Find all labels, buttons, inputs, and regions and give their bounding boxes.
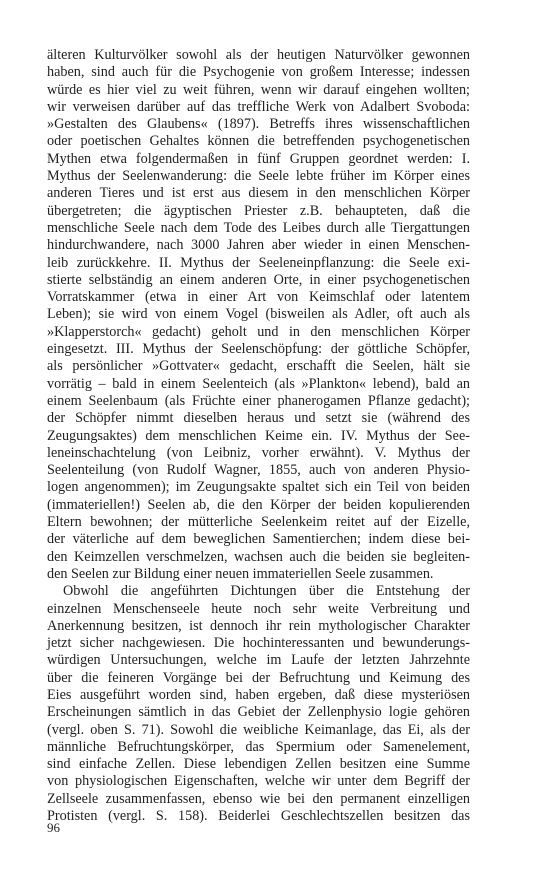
- text-line: oder poetischen Gehaltes können die betreffenden psychogenetischen: [47, 133, 470, 150]
- text-line: Erscheinungen sämtlich in das Gebiet der Zellenphysio logie gehören: [47, 704, 470, 721]
- text-line: männliche Befruchtungskörper, das Spermium oder Samenelement,: [47, 738, 470, 755]
- text-line: der väterliche auf dem beweglichen Samentierchen; indem diese bei-: [47, 531, 470, 548]
- text-line: der Schöpfer nimmt dieselben heraus und setzt sie (während des: [47, 410, 470, 427]
- text-line: übergetreten; die ägyptischen Priester z.B. behaupteten, daß die: [47, 202, 470, 219]
- text-line: »Klapperstorch« gedacht) geholt und in den menschlichen Körper: [47, 323, 470, 340]
- text-line: (vergl. oben S. 71). Sowohl die weibliche Keimanlage, das Ei, als der: [47, 721, 470, 738]
- text-line: über die feineren Vorgänge bei der Befruchtung und Keimung des: [47, 669, 470, 686]
- text-line: den Seelen zur Bildung einer neuen immateriellen Seele zusammen.: [47, 565, 434, 582]
- text-line: vorrätig – bald in einem Seelenteich (als »Plankton« lebend), bald an: [47, 375, 470, 392]
- text-line: leib zurückkehre. II. Mythus der Seeleneinpflanzung: die Seele exi-: [47, 254, 470, 271]
- text-line: wir verweisen darüber auf das treffliche Werk von Adalbert Svoboda:: [47, 98, 470, 115]
- text-line: sind einfache Zellen. Diese lebendigen Zellen besitzen eine Summe: [47, 756, 470, 773]
- text-line: hindurchwandere, nach 3000 Jahren aber wieder in einen Menschen-: [47, 237, 470, 254]
- text-line: Obwohl die angeführten Dichtungen über die Entstehung der: [63, 583, 470, 600]
- text-line: würde es hier viel zu weit führen, wenn wir darauf eingehen wollten;: [47, 81, 470, 98]
- text-line: stierte selbständig an einem anderen Orte, in einer psychogenetischen: [47, 271, 470, 288]
- text-line: einzelnen Menschenseele heute noch sehr weite Verbreitung und: [47, 600, 470, 617]
- text-line: Protisten (vergl. S. 158). Beiderlei Geschlechtszellen besitzen das: [47, 808, 470, 825]
- text-line: menschliche Seele nach dem Tode des Leibes durch alle Tiergattungen: [47, 219, 470, 236]
- text-line: leneinschachtelung (von Leibniz, vorher erwähnt). V. Mythus der: [47, 444, 470, 461]
- text-line: logen angenommen); im Zeugungsakte spaltet sich ein Teil von beiden: [47, 479, 470, 496]
- text-line: Mythen etwa folgendermaßen in fünf Gruppen geordnet werden: I.: [47, 150, 470, 167]
- text-line: Zeugungsaktes) dem menschlichen Keime ein. IV. Mythus der See-: [47, 427, 470, 444]
- text-line: Seelenteilung (von Rudolf Wagner, 1855, auch von anderen Physio-: [47, 462, 470, 479]
- paragraph: [47, 583, 470, 825]
- text-line: von physiologischen Eigenschaften, welche wir unter dem Begriff der: [47, 773, 470, 790]
- page-text-block: [47, 47, 470, 825]
- text-line: Mythus der Seelenwanderung: die Seele lebte früher im Körper eines: [47, 168, 470, 185]
- text-line: haben, sind auch für die Psychogenie von großem Interesse; indessen: [47, 64, 470, 81]
- text-line: würdigen Untersuchungen, welche im Laufe der letzten Jahrzehnte: [47, 652, 470, 669]
- text-line: (immateriellen!) Seelen ab, die den Körper der beiden kopulierenden: [47, 496, 470, 513]
- paragraph: [47, 47, 470, 583]
- text-line: Zellseele zusammenfassen, ebenso wie bei den permanent einzelligen: [47, 790, 470, 807]
- text-line: den Keimzellen verschmelzen, wachsen auch die beiden sie begleiten-: [47, 548, 470, 565]
- text-line: Eies ausgeführt worden sind, haben ergeben, daß diese mysteriösen: [47, 686, 470, 703]
- text-line: Vorratskammer (etwa in einer Art von Keimschlaf oder latentem: [47, 289, 470, 306]
- text-line: Leben); sie wird von einem Vogel (bisweilen als Adler, oft auch als: [47, 306, 470, 323]
- text-line: als persönlicher »Gottvater« gedacht, erschafft die Seelen, hält sie: [47, 358, 470, 375]
- text-line: älteren Kulturvölker sowohl als der heutigen Naturvölker gewonnen: [47, 47, 470, 63]
- text-line: Eltern bewohnen; der mütterliche Seelenkeim reitet auf der Eizelle,: [47, 514, 470, 531]
- text-line: einem Seelenbaum (als Früchte einer phanerogamen Pflanze gedacht);: [47, 392, 470, 409]
- text-line: Anerkennung besitzen, ist dennoch ihr rein mythologischer Charakter: [47, 617, 470, 634]
- text-line: anderen Tieres und ist erst aus diesem in den menschlichen Körper: [47, 185, 470, 202]
- text-line: eingesetzt. III. Mythus der Seelenschöpfung: der göttliche Schöpfer,: [47, 341, 470, 358]
- text-line: »Gestalten des Glaubens« (1897). Betreffs ihres wissenschaftlichen: [47, 116, 470, 133]
- page-number: 96: [47, 820, 60, 835]
- text-line: jetzt sicher nachgewiesen. Die hochinteressanten und bewunderungs-: [47, 635, 470, 652]
